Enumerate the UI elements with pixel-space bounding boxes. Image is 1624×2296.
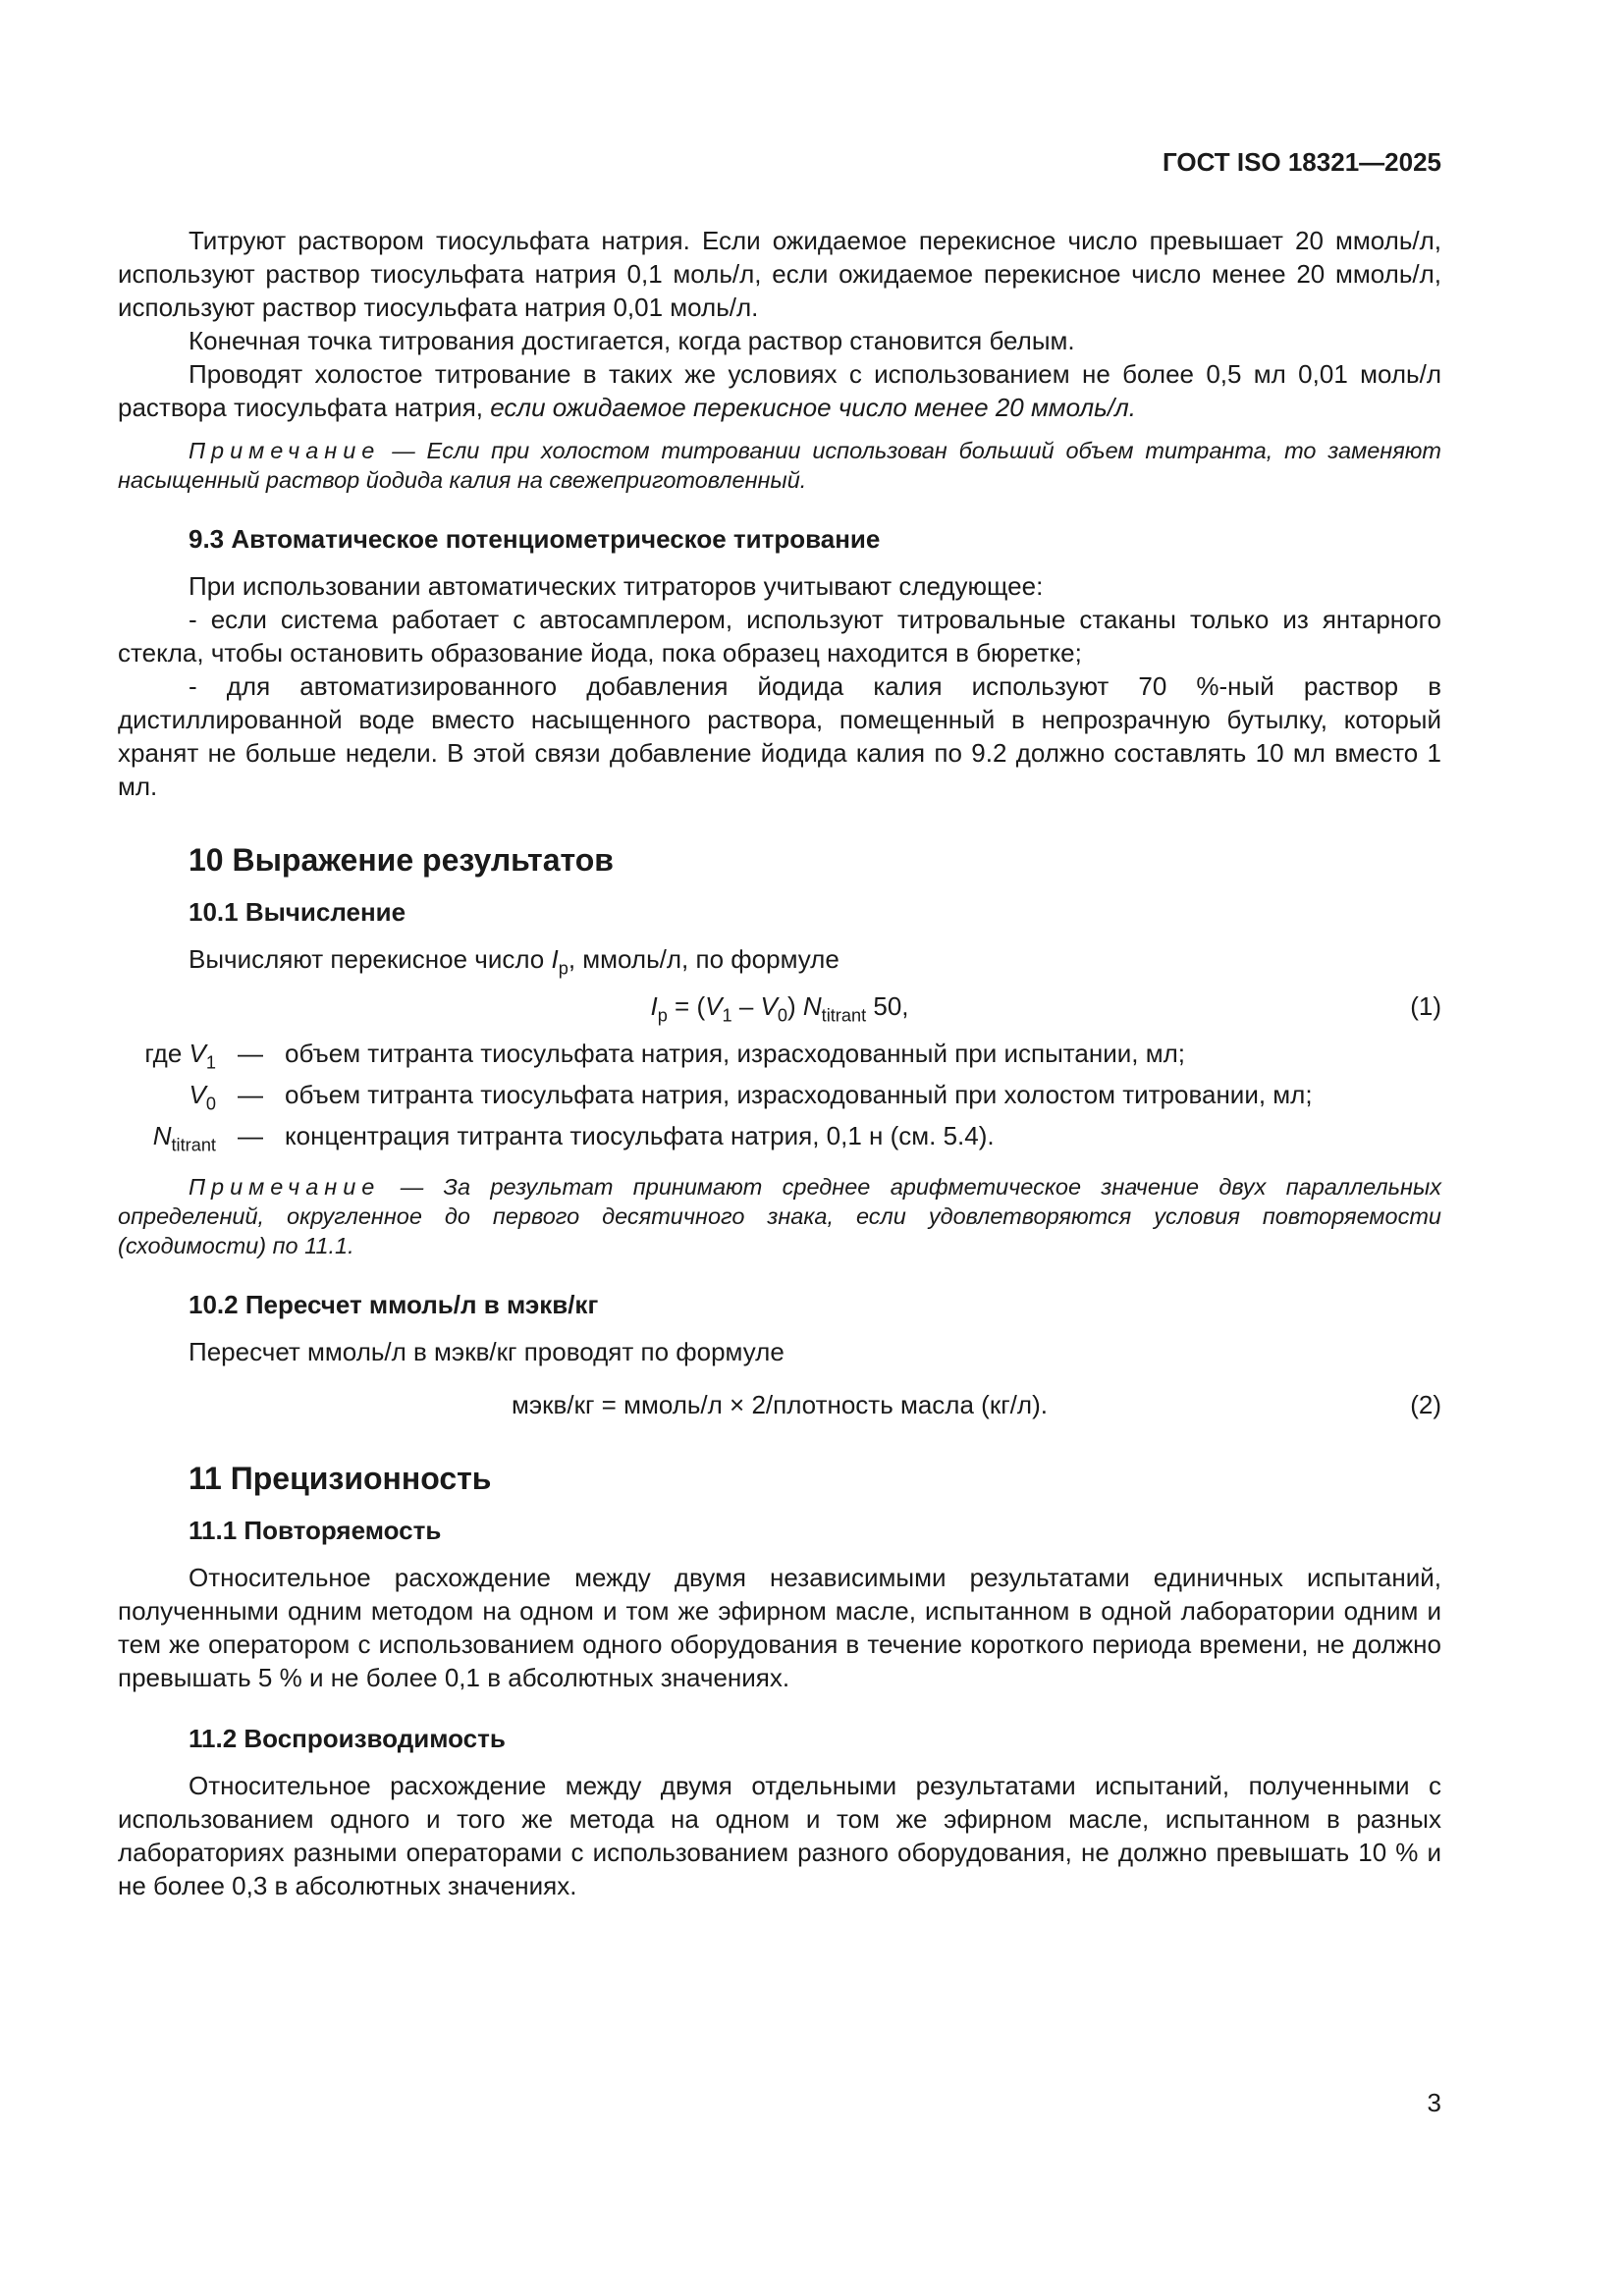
note: Примечание — Если при холостом титровании использован больший объем титранта, то заменяют насыщенный раствор йодида калия на свежеприготовленный.	[118, 438, 1441, 493]
section-heading: 11.1 Повторяемость	[189, 1516, 442, 1545]
page-content	[118, 224, 1441, 1902]
paragraph: Проводят холостое титрование в таких же условиях с использованием не более 0,5 мл 0,01 моль/л раствора тиосульфата натрия, если ожидаемое перекисное число менее 20 ммоль/л.	[118, 359, 1441, 422]
definition-row: где $V_1$ — объем титранта тиосульфата натрия, израсходованный при испытании, мл;	[144, 1039, 1185, 1073]
paragraph: - для автоматизированного добавления йодида калия используют 70 %-ный раствор в дистиллированной воде вместо насыщенного раствора, помещенный в непрозрачную бутылку, который хранят не больше недели. В этой связи добавление йодида калия по 9.2 должно составлять 10 мл вместо 1 мл.	[118, 671, 1441, 801]
note-label: Примечание	[189, 1174, 381, 1200]
chapter-heading: 11 Прецизионность	[189, 1461, 492, 1496]
formula-number: (1)	[1410, 991, 1441, 1021]
formula-expression: мэкв/кг = ммоль/л × 2/плотность масла (кг/л).	[512, 1390, 1048, 1419]
variable-definitions	[118, 1037, 1441, 1160]
formula-1	[118, 989, 1441, 1026]
page-number: 3	[1427, 2088, 1441, 2117]
paragraph: - если система работает с автосамплером, используют титровальные стаканы только из янтарного стекла, чтобы остановить образование йода, пока образец находится в бюретке;	[118, 605, 1441, 667]
chapter-heading: 10 Выражение результатов	[189, 842, 614, 878]
note-label: Примечание	[189, 438, 381, 463]
paragraph: Конечная точка титрования достигается, когда раствор становится белым.	[189, 326, 1075, 355]
section-heading: 9.3 Автоматическое потенциометрическое титрование	[189, 524, 881, 554]
paragraph: Относительное расхождение между двумя отдельными результатами испытаний, полученными с использованием одного и того же метода на одном и том же эфирном масле, испытанном в разных лабораториях разными операторами с использованием разного оборудования, не должно превышать 10 % и не более 0,3 в абсолютных значениях.	[118, 1771, 1441, 1900]
note: Примечание — За результат принимают среднее арифметическое значение двух параллельных определений, округленное до первого десятичного знака, если удовлетворяются условия повторяемости (сходимости) по 11.1.	[118, 1174, 1441, 1258]
definition-row: $N_{titrant}$ — концентрация титранта тиосульфата натрия, 0,1 н (см. 5.4).	[152, 1121, 995, 1155]
paragraph: Относительное расхождение между двумя независимыми результатами единичных испытаний, полученными одним методом на одном и том же эфирном масле, испытанном в одной лаборатории одним и тем же оператором с использованием одного оборудования в течение короткого периода времени, не должно превышать 5 % и не более 0,1 в абсолютных значениях.	[118, 1563, 1441, 1692]
document-code: ГОСТ ISO 18321—2025	[1162, 147, 1441, 177]
section-heading: 10.2 Пересчет ммоль/л в мэкв/кг	[189, 1290, 599, 1319]
paragraph: При использовании автоматических титраторов учитывают следующее:	[189, 571, 1044, 601]
paragraph: Вычисляют перекисное число $I_p$, ммоль/л, по формуле	[189, 944, 839, 979]
section-heading: 10.1 Вычисление	[189, 897, 406, 927]
paragraph: Титруют раствором тиосульфата натрия. Если ожидаемое перекисное число превышает 20 ммоль/л, используют раствор тиосульфата натрия 0,1 моль/л, если ожидаемое перекисное число менее 20 ммоль/л, используют раствор тиосульфата натрия 0,01 моль/л.	[118, 226, 1441, 322]
formula-2	[118, 1388, 1441, 1421]
paragraph: Пересчет ммоль/л в мэкв/кг проводят по формуле	[189, 1337, 785, 1366]
definition-row: $V_0$ — объем титранта тиосульфата натрия, израсходованный при холостом титровании, мл;	[189, 1080, 1313, 1114]
section-heading: 11.2 Воспроизводимость	[189, 1724, 506, 1753]
formula-expression: $I_p = (V_1 - V_0)$ $N_{titrant}$ 50,	[650, 991, 909, 1026]
formula-number: (2)	[1410, 1390, 1441, 1419]
